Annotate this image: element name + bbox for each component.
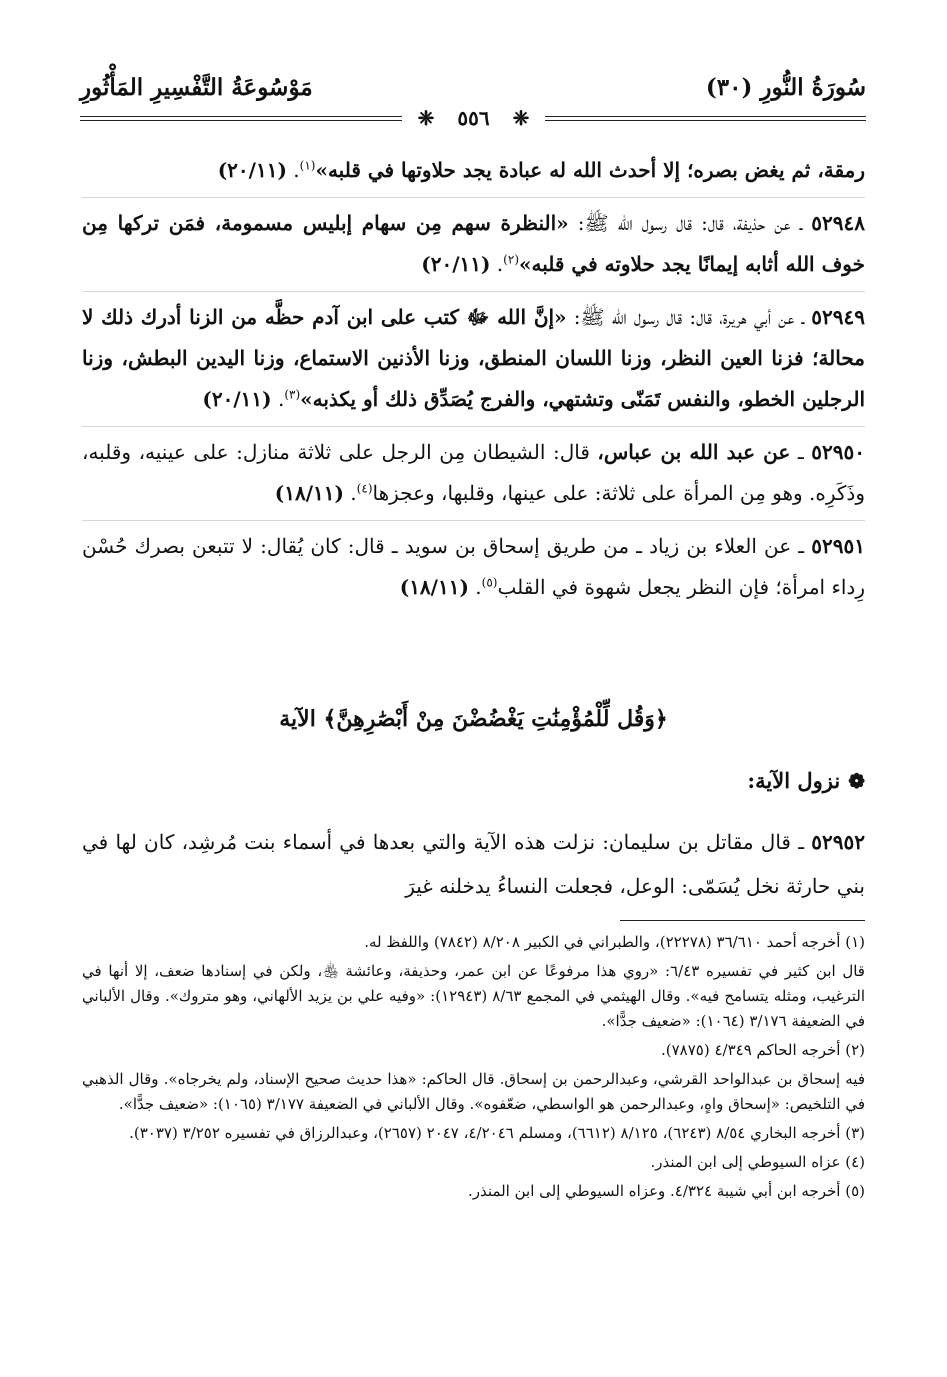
section-title: نزول الآية: <box>747 768 841 793</box>
entry-number: ٥٢٩٥٠ <box>811 440 866 464</box>
hadith-entry: ٥٢٩٤٨ ـ عن حذيفة، قال: قال رسول الله ﷺ: «النظرة سهم مِن سهام إبليس مسمومة، فمَن تركها مِن خوف الله أثابه إيمانًا يجد حلاوته في قلبه»$^{(٢)}$. (٢٠/١١) <box>82 197 865 285</box>
entry-number: ٥٢٩٤٨ <box>811 211 866 235</box>
main-text <box>82 150 865 608</box>
footnote-marker: (٥) <box>481 575 498 590</box>
hadith-entry: ٥٢٩٤٩ ـ عن أبي هريرة، قال: قال رسول الله ﷺ: «إنَّ الله ﷻ كتب على ابن آدم حظَّه من الزنا أدرك ذلك لا محالة؛ فزنا العين النظر، وزنا اللسان المنطق، وزنا الأذنين الاستماع، وزنا اليدين البطش، وزنا الرجلين الخطو، والنفس تَمَنّى وتشتهي، والفرج يُصَدِّق ذلك أو يكذبه»$^{(٣)}$. (٢٠/١١) <box>82 291 865 420</box>
footnote: (٤) عزاه السيوطي إلى ابن المنذر. <box>650 1153 865 1171</box>
section-heading <box>82 768 865 793</box>
entry-number: ٥٢٩٥١ <box>811 534 865 558</box>
footnote: (٢) أخرجه الحاكم ٤/٣٤٩ (٧٨٧٥). <box>661 1041 865 1059</box>
page-number-box <box>0 106 947 130</box>
hadith-text: «النظرة سهم مِن سهام إبليس مسمومة، فمَن تركها مِن خوف الله أثابه إيمانًا يجد حلاوته في قلبه» <box>82 211 865 276</box>
volume-reference: (١٨/١١) <box>274 481 344 505</box>
ayah-heading: ﴿وَقُل لِّلْمُؤْمِنَٰتِ يَغْضُضْنَ مِنْ أَبْصَٰرِهِنَّ﴾ الآية <box>279 706 668 732</box>
volume-reference: (٢٠/١١) <box>217 158 287 182</box>
volume-reference: (٢٠/١١) <box>202 387 272 411</box>
entry-intro: ـ <box>790 440 804 464</box>
entry-text: ـ قال مقاتل بن سليمان: نزلت هذه الآية والتي بعدها في أسماء بنت مُرشِد، كان لها في بني حارثة نخل يُسَمّى: الوعل، فجعلت النساءُ يدخلنه غيرَ <box>82 830 865 898</box>
athar-entry: ٥٢٩٥٠ ـ عن عبد الله بن عباس، قال: الشيطان مِن الرجل على ثلاثة منازل: على عينيه، وقلبه، وذَكَرِه. وهو مِن المرأة على ثلاثة: على عينها، وقلبها، وعجزها$^{(٤)}$. (١٨/١١) <box>82 426 865 514</box>
footnote: (٣) أخرجه البخاري ٨/٥٤ (٦٢٤٣)، ٨/١٢٥ (٦٦١٢)، ومسلم ٤/٢٠٤٦، ٢٠٤٧ (٢٦٥٧)، وعبدالرزاق في تفسيره ٣/٢٥٢ (٣٠٣٧). <box>129 1124 865 1142</box>
ornament-left-icon: ❈ <box>410 106 443 130</box>
narrator-name: عن عبد الله بن عباس، <box>597 440 791 464</box>
entry-text: قال: الشيطان مِن الرجل على ثلاثة منازل: على عينيه، وقلبه، وذَكَرِه. وهو مِن المرأة على ثلاثة: على عينها، وقلبها، وعجزها <box>82 440 865 505</box>
footnote-marker: (٤) <box>356 481 373 496</box>
footnote-marker: (٣) <box>284 387 301 402</box>
hadith-text: رمقة، ثم يغض بصره؛ إلا أحدث الله له عبادة يجد حلاوتها في قلبه» <box>315 158 865 182</box>
revelation-entry <box>82 820 865 908</box>
footnote: فيه إسحاق بن عبدالواحد القرشي، وعبدالرحمن بن إسحاق. قال الحاكم: «هذا حديث صحيح الإسناد، ولم يخرجاه». وقال الذهبي في التلخيص: «إسحاق واهٍ، وعبدالرحمن هو الواسطي، ضعّفوه». وقال الألباني في الضعيفة ٣/١٧٧ (١٠٦٥): «ضعيف جدًّا». <box>82 1070 865 1113</box>
entry-number: ٥٢٩٥٢ <box>811 830 865 854</box>
footnote-separator <box>620 920 865 921</box>
athar-entry: ٥٢٩٥١ ـ عن العلاء بن زياد ـ من طريق إسحاق بن سويد ـ قال: كان يُقال: لا تتبعن بصرك حُسْن رِداء امرأة؛ فإن النظر يجعل شهوة في القلب$^{(٥)}$. (١٨/١١) <box>82 520 865 608</box>
footnote: (٥) أخرجه ابن أبي شيبة ٤/٣٢٤. وعزاه السيوطي إلى ابن المنذر. <box>468 1182 865 1200</box>
footnote: قال ابن كثير في تفسيره ٦/٤٣: «روي هذا مرفوعًا عن ابن عمر، وحذيفة، وعائشة ﵃، ولكن في إسنادها ضعف، إلا أنها في الترغيب، ومثله يتسامح فيه». وقال الهيثمي في المجمع ٨/٦٣ (١٢٩٤٣): «وفيه علي بن يزيد الألهاني، وهو متروك». وقال الألباني في الضعيفة ٣/١٧٦ (١٠٦٤): «ضعيف جدًّا». <box>82 962 865 1030</box>
entry-number: ٥٢٩٤٩ <box>811 305 865 329</box>
book-title: مَوْسُوعَةُ التَّفْسِيرِ المَأْثُورِ <box>80 74 313 101</box>
page-number: ٥٥٦ <box>449 106 497 130</box>
volume-reference: (١٨/١١) <box>399 575 469 599</box>
entry-text: ـ عن العلاء بن زياد ـ من طريق إسحاق بن سويد ـ قال: كان يُقال: لا تتبعن بصرك حُسْن رِداء امرأة؛ فإن النظر يجعل شهوة في القلب <box>82 534 865 599</box>
footnote-marker: (٢) <box>503 252 519 267</box>
paragraph-continued: رمقة، ثم يغض بصره؛ إلا أحدث الله له عبادة يجد حلاوتها في قلبه»$^{(١)}$. (٢٠/١١) <box>82 150 865 191</box>
footnote-marker: (١) <box>299 158 316 173</box>
footnote: (١) أخرجه أحمد ٣٦/٦١٠ (٢٢٢٧٨)، والطبراني في الكبير ٨/٢٠٨ (٧٨٤٢) واللفظ له. <box>364 933 865 951</box>
entry-intro: ـ عن أبي هريرة، قال: قال رسول الله ﷺ: <box>566 305 805 329</box>
flower-ornament-icon: ❁ <box>848 769 865 793</box>
footnotes <box>82 930 865 1208</box>
ornament-right-icon: ❈ <box>505 106 538 130</box>
entry-intro: ـ عن حذيفة، قال: قال رسول الله ﷺ: <box>568 211 803 235</box>
hadith-text: «إنَّ الله ﷻ كتب على ابن آدم حظَّه من الزنا أدرك ذلك لا محالة؛ فزنا العين النظر، وزنا اللسان المنطق، وزنا الأذنين الاستماع، وزنا اليدين البطش، وزنا الرجلين الخطو، والنفس تَمَنّى وتشتهي، والفرج يُصَدِّق ذلك أو يكذبه» <box>82 305 865 411</box>
volume-reference: (٢٠/١١) <box>421 252 491 276</box>
surah-title: سُورَةُ النُّورِ (٣٠) <box>705 74 866 101</box>
